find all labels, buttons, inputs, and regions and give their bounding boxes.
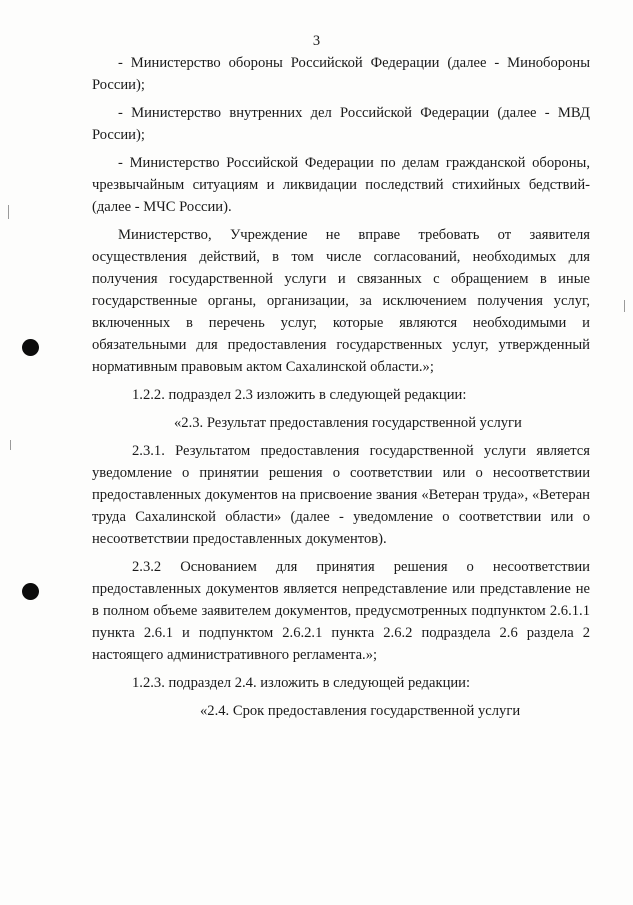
scan-edge-mark — [8, 205, 9, 219]
paragraph-2-3-2: 2.3.2 Основанием для принятия решения о несоответствии предоставленных документов является непредставление или представление не в полном объеме заявителем документов, предусмотренных подпунктом 2.6.1.1 пункта 2.6.1 и подпунктом 2.6.2.1 пункта 2.6.2 подраздела 2.6 раздела 2 настоящего административного регламента.»; — [92, 559, 590, 663]
punch-hole-top — [22, 339, 39, 356]
paragraph-restriction: Министерство, Учреждение не вправе требовать от заявителя осуществления действий, в том числе согласований, необходимых для получения государственной услуги и связанных с обращением в иные государственные органы, организации, за исключением получения услуг, включенных в перечень услуг, которые являются необходимыми и обязательными для предоставления государственных услуг, утвержденный нормативным правовым актом Сахалинской области.»; — [92, 227, 590, 375]
paragraph-item-1-2-3: 1.2.3. подраздел 2.4. изложить в следующей редакции: — [132, 675, 471, 691]
paragraph-ministry-emergency: - Министерство Российской Федерации по делам гражданской обороны, чрезвычайным ситуациям и ликвидации последствий стихийных бедствий- (далее - МЧС России). — [92, 155, 590, 215]
heading-section-2-4: «2.4. Срок предоставления государственной услуги — [200, 703, 521, 719]
scan-edge-mark — [624, 300, 625, 312]
document-body — [92, 52, 590, 728]
paragraph-2-3-1: 2.3.1. Результатом предоставления государственной услуги является уведомление о принятии решения о соответствии или о несоответствии предоставленных документов на присвоение звания «Ветеран труда», «Ветеран труда Сахалинской области» (далее - уведомление о соответствии или о несоответствии предоставленных документов). — [92, 443, 590, 547]
page-number: 3 — [312, 33, 321, 49]
paragraph-ministry-internal: - Министерство внутренних дел Российской Федерации (далее - МВД России); — [92, 105, 590, 143]
paragraph-ministry-defense: - Министерство обороны Российской Федерации (далее - Минобороны России); — [92, 55, 590, 93]
paragraph-item-1-2-2: 1.2.2. подраздел 2.3 изложить в следующей редакции: — [132, 387, 467, 403]
scan-edge-mark — [10, 440, 11, 450]
punch-hole-bottom — [22, 583, 39, 600]
heading-section-2-3: «2.3. Результат предоставления государственной услуги — [174, 415, 522, 431]
